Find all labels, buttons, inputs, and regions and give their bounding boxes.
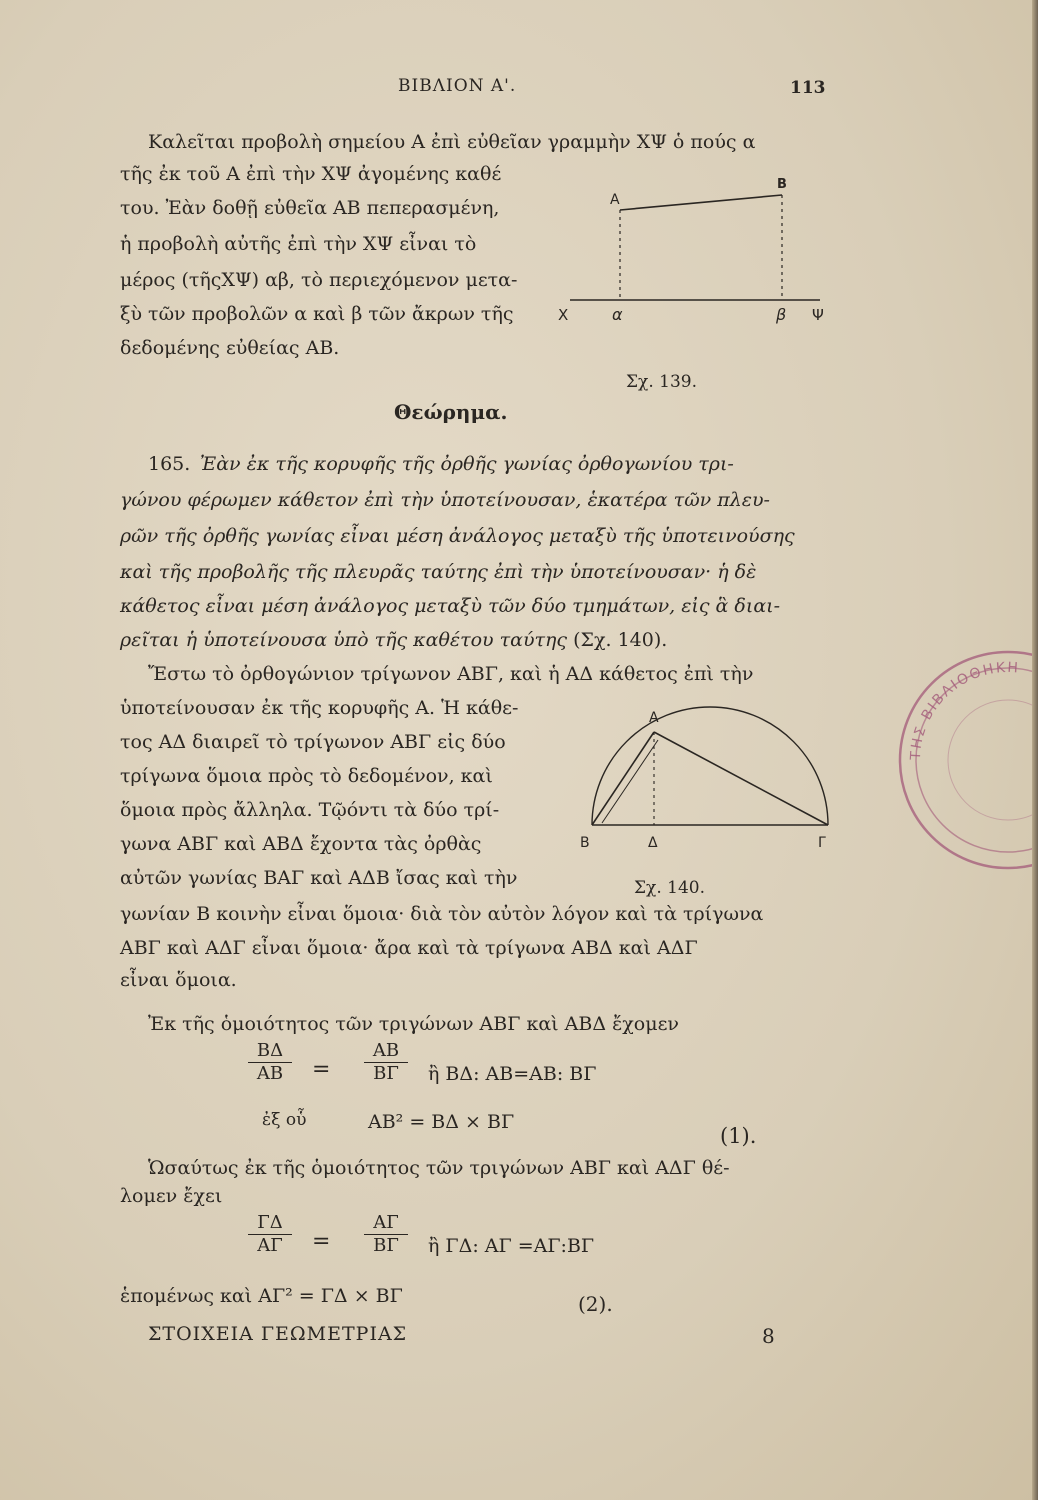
theorem-number: 165. (148, 453, 191, 475)
proof-line-8: γωνίαν Β κοινὴν εἶναι ὅμοια· διὰ τὸν αὐτὸν λόγον καὶ τὰ τρίγωνα (120, 903, 764, 925)
eq2-right-numerator: ΑΓ (373, 1212, 399, 1233)
eq2-equals-sign: = (312, 1229, 331, 1254)
library-stamp (858, 640, 1038, 880)
fig139-label-psi: Ψ (812, 306, 824, 324)
proof-line-1: Ἔστω τὸ ὀρθογώνιον τρίγωνον ΑΒΓ, καὶ ἡ ΑΔ κάθετος ἐπὶ τὴν (148, 663, 754, 685)
eq2-tag: (2). (578, 1292, 613, 1316)
eq1-alt-form: ἢ ΒΔ: ΑΒ=ΑΒ: ΒΓ (428, 1063, 597, 1085)
eq1-left-fraction (248, 1040, 292, 1085)
figure-139 (520, 168, 840, 328)
signature-line: ΣΤΟΙΧΕΙΑ ΓΕΩΜΕΤΡΙΑΣ (148, 1323, 408, 1345)
eq1-right-denominator: ΒΓ (364, 1062, 408, 1085)
proof-line-7: αὐτῶν γωνίας ΒΑΓ καὶ ΑΔΒ ἴσας καὶ τὴν (120, 867, 518, 889)
theorem-figure-ref: (Σχ. 140). (573, 629, 668, 651)
middle-line-1: Ὡσαύτως ἐκ τῆς ὁμοιότητος τῶν τριγώνων ΑΒΓ καὶ ΑΔΓ θέ- (148, 1157, 730, 1179)
eq1-left-numerator: ΒΔ (256, 1040, 284, 1061)
theorem-line-6 (120, 628, 667, 652)
fig140-label-b: Β (580, 835, 590, 851)
eq1-tag: (1). (720, 1124, 757, 1148)
proof-line-6: γωνα ΑΒΓ καὶ ΑΒΔ ἔχοντα τὰς ὀρθὰς (120, 833, 482, 855)
page-edge (1032, 0, 1038, 1500)
running-header: ΒΙΒΛΙΟΝ Α'. (398, 76, 517, 96)
fig140-label-g: Γ (818, 835, 826, 851)
fig140-caption: Σχ. 140. (634, 878, 705, 898)
fig139-label-b: Β (777, 177, 787, 192)
proof-line-9: ΑΒΓ καὶ ΑΔΓ εἶναι ὅμοια· ἄρα καὶ τὰ τρίγωνα ΑΒΔ καὶ ΑΔΓ (120, 937, 698, 959)
eq1-right-fraction (364, 1040, 408, 1085)
figure-140 (572, 700, 842, 860)
fig139-label-beta: β (776, 305, 787, 324)
eq1-left-denominator: ΑΒ (248, 1062, 292, 1085)
stamp-text: ΤΗΣ ΒΙΒΛΙΟΘΗΚΗ (907, 659, 1021, 761)
fig139-caption: Σχ. 139. (626, 372, 697, 392)
page-number: 113 (790, 78, 826, 98)
eq2-alt-form: ἢ ΓΔ: ΑΓ =ΑΓ:ΒΓ (428, 1235, 595, 1257)
theorem-line-5: κάθετος εἶναι μέση ἀνάλογος μεταξὺ τῶν δύο τμημάτων, εἰς ἃ διαι- (120, 595, 781, 617)
middle-line-2: λομεν ἔχει (120, 1185, 223, 1207)
eq1-equals-sign: = (312, 1057, 331, 1082)
intro-line-2: τῆς ἐκ τοῦ Α ἐπὶ τὴν ΧΨ ἀγομένης καθέ (120, 163, 502, 185)
fig139-label-a: Α (610, 192, 620, 208)
proof-line-5: ὅμοια πρὸς ἄλληλα. Τῷόντι τὰ δύο τρί- (120, 799, 500, 821)
eq2-right-denominator: ΒΓ (364, 1234, 408, 1257)
eq1b-formula: ΑΒ² = ΒΔ × ΒΓ (368, 1111, 515, 1133)
fig139-label-alpha: α (612, 305, 623, 324)
fig139-label-x: Χ (558, 306, 569, 324)
signature-number: 8 (762, 1324, 775, 1348)
proof-line-2: ὑποτείνουσαν ἐκ τῆς κορυφῆς Α. Ἡ κάθε- (120, 697, 519, 719)
eq1b-prefix: ἐξ οὗ (262, 1110, 307, 1130)
theorem-line-1: Ἐὰν ἐκ τῆς κορυφῆς τῆς ὀρθῆς γωνίας ὀρθογωνίου τρι- (200, 453, 734, 475)
theorem-line-4: καὶ τῆς προβολῆς τῆς πλευρᾶς ταύτης ἐπὶ τὴν ὑποτείνουσαν· ἡ δὲ (120, 561, 757, 583)
proof-line-4: τρίγωνα ὅμοια πρὸς τὸ δεδομένον, καὶ (120, 765, 493, 787)
proof-line-11: Ἐκ τῆς ὁμοιότητος τῶν τριγώνων ΑΒΓ καὶ ΑΒΔ ἔχομεν (148, 1013, 679, 1035)
theorem-heading: Θεώρημα. (394, 400, 508, 424)
eq2-left-denominator: ΑΓ (248, 1234, 292, 1257)
theorem-line-3: ρῶν τῆς ὀρθῆς γωνίας εἶναι μέση ἀνάλογος μεταξὺ τῆς ὑποτεινούσης (120, 525, 795, 547)
svg-text:ΤΗΣ ΒΙΒΛΙΟΘΗΚΗ (908, 660, 1021, 762)
theorem-line-2: γώνου φέρωμεν κάθετον ἐπὶ τὴν ὑποτείνουσαν, ἑκατέρα τῶν πλευ- (120, 489, 770, 511)
eq2b-formula: ἑπομένως καὶ ΑΓ² = ΓΔ × ΒΓ (120, 1285, 403, 1307)
eq2-left-numerator: ΓΔ (257, 1212, 283, 1233)
intro-line-1: Καλεῖται προβολὴ σημείου Α ἐπὶ εὐθεῖαν γραμμὴν ΧΨ ὁ πούς α (148, 131, 756, 153)
theorem-line-6-text: ρεῖται ἡ ὑποτείνουσα ὑπὸ τῆς καθέτου ταύτης (120, 629, 568, 651)
intro-line-6: ξὺ τῶν προβολῶν α καὶ β τῶν ἄκρων τῆς (120, 303, 514, 325)
fig140-label-a: Α (649, 710, 659, 726)
intro-line-7: δεδομένης εὐθείας ΑΒ. (120, 337, 340, 359)
eq2-right-fraction (364, 1212, 408, 1257)
intro-line-5: μέρος (τῆςΧΨ) αβ, τὸ περιεχόμενον μετα- (120, 269, 518, 291)
fig140-label-d: Δ (648, 835, 658, 851)
eq2-left-fraction (248, 1212, 292, 1257)
proof-line-3: τος ΑΔ διαιρεῖ τὸ τρίγωνον ΑΒΓ εἰς δύο (120, 731, 506, 753)
eq1-right-numerator: ΑΒ (372, 1040, 400, 1061)
intro-line-3: του. Ἐὰν δοθῇ εὐθεῖα ΑΒ πεπερασμένη, (120, 197, 500, 219)
proof-line-10: εἶναι ὅμοια. (120, 969, 237, 991)
intro-line-4: ἡ προβολὴ αὐτῆς ἐπὶ τὴν ΧΨ εἶναι τὸ (120, 233, 477, 255)
